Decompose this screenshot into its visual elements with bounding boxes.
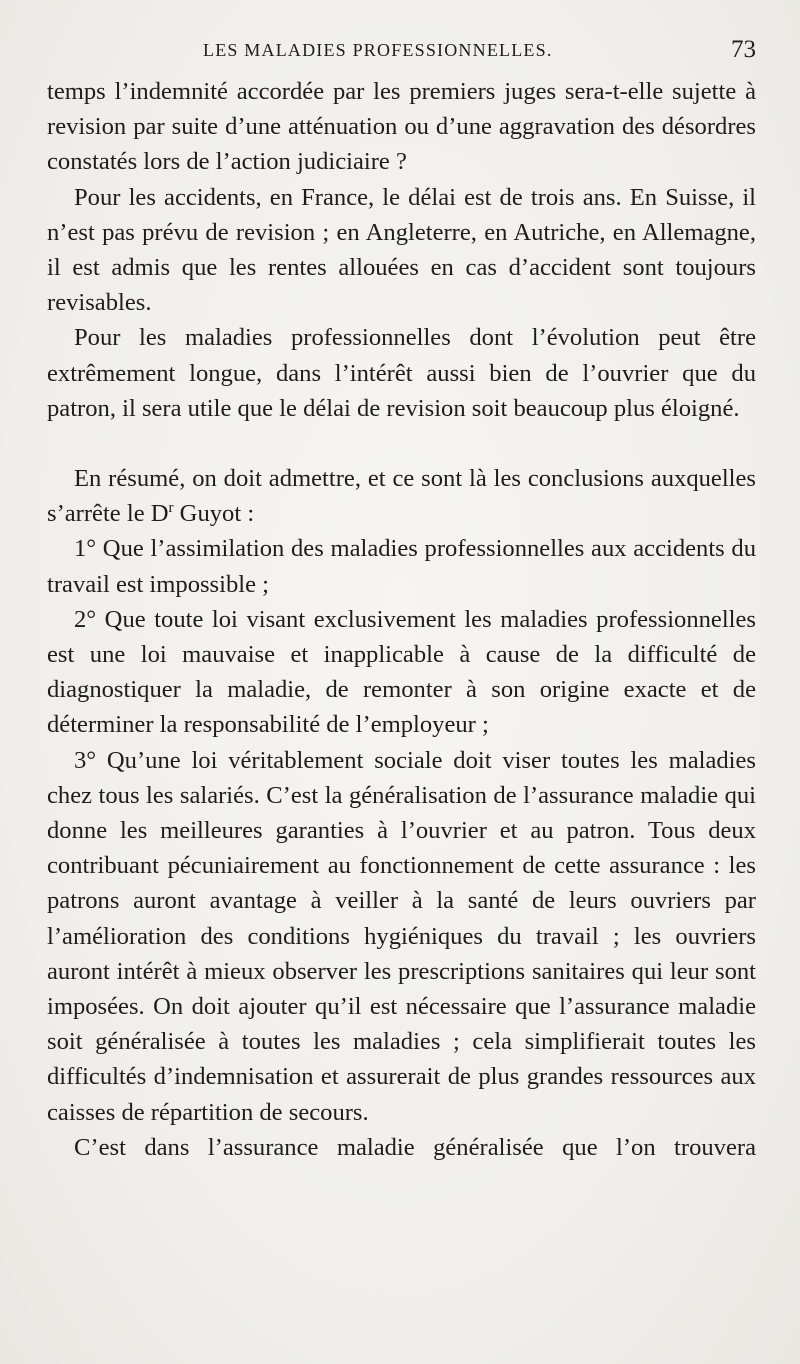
running-title: LES MALADIES PROFESSIONNELLES. <box>203 40 553 60</box>
closing-line: C’est dans l’assurance maladie généralisée que l’on trouvera <box>74 1133 756 1161</box>
summary-paragraph <box>47 461 756 531</box>
paragraph-continuation: temps l’indemnité accordée par les premiers juges sera-t-elle sujette à revision par suite d’une atténuation ou d’une aggravation des désordres constatés lors de l’action judiciaire ? <box>47 78 756 176</box>
doctor-title-superscript: r <box>168 500 174 517</box>
conclusion-2: 2° Que toute loi visant exclusivement les maladies professionnelles est une loi mauvaise et inapplicable à cause de la difficulté de diagnostiquer la maladie, de remonter à son origine exacte et de déterminer la responsabilité de l’employeur ; <box>47 605 756 739</box>
summary-name: Guyot : <box>173 500 255 528</box>
body-text <box>47 74 756 1165</box>
conclusion-3: 3° Qu’une loi véritablement sociale doit viser toutes les maladies chez tous les salariés. C’est la généralisation de l’assurance maladie qui donne les meilleures garanties à l’ouvrier et au patron. Tous deux contribuant pécuniairement au fonctionnement de cette assurance : les patrons auront avantage à veiller à la santé de leurs ouvriers par l’amélioration des conditions hygiéniques du travail ; les ouvriers auront intérêt à mieux observer les prescriptions sanitaires qui leur sont imposées. On doit ajouter qu’il est nécessaire que l’assurance maladie soit généralisée à toutes les maladies ; cela simplifierait toutes les difficultés d’indemnisation et assurerait de plus grandes ressources aux caisses de répartition de secours. <box>47 746 756 1126</box>
paragraph-professional-diseases: Pour les maladies professionnelles dont l’évolution peut être extrêmement longue, dans l’intérêt aussi bien de l’ouvrier que du patron, il sera utile que le délai de revision soit beaucoup plus éloigné. <box>47 324 756 422</box>
paragraph-accidents-delay: Pour les accidents, en France, le délai est de trois ans. En Suisse, il n’est pas prévu de revision ; en Angleterre, en Autriche, en Allemagne, il est admis que les rentes allouées en cas d’accident sont toujours revisables. <box>47 183 756 317</box>
summary-intro: En résumé, on doit admettre, et ce sont là les conclusions auxquelles s’arrête le D <box>47 465 756 528</box>
page-header <box>0 36 800 76</box>
conclusion-1: 1° Que l’assimilation des maladies professionnelles aux accidents du travail est impossible ; <box>47 535 756 598</box>
page-number: 73 <box>731 36 756 63</box>
